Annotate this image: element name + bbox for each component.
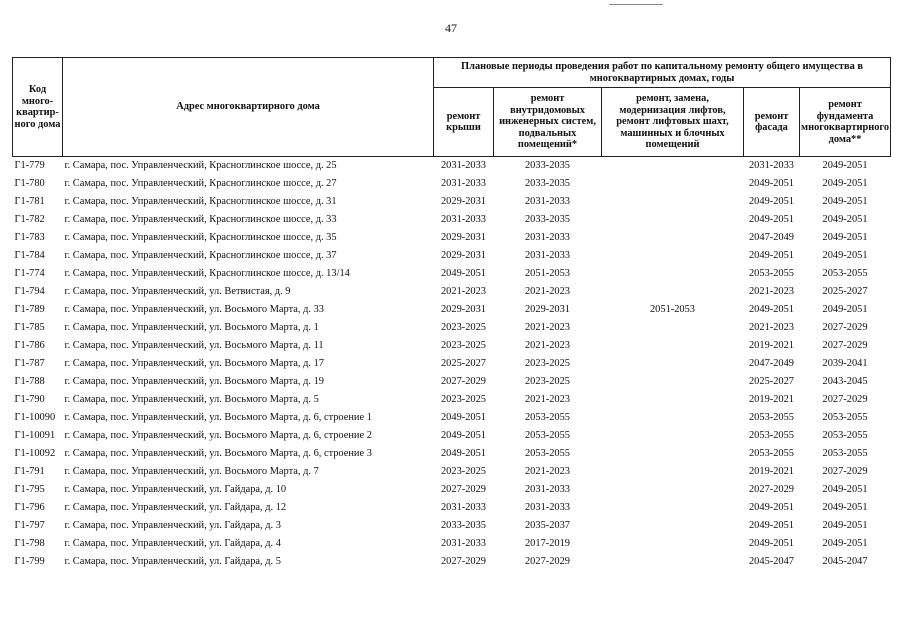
address-cell: г. Самара, пос. Управленческий, ул. Восьмого Марта, д. 17	[64, 358, 324, 369]
facade-period-cell: 2031-2033	[748, 160, 795, 171]
foundation-period-cell: 2049-2051	[822, 214, 868, 225]
elevator-period-cell	[602, 157, 744, 176]
address-cell: г. Самара, пос. Управленческий, ул. Восьмого Марта, д. 6, строение 2	[64, 430, 372, 441]
facade-period-cell: 2053-2055	[748, 448, 795, 459]
table-body	[13, 157, 891, 572]
house-code-cell: Г1-795	[14, 484, 45, 495]
engineering-period-cell: 2033-2035	[524, 160, 571, 171]
header-foundation: ремонт фундамента многоквартирного дома**	[800, 88, 891, 157]
elevator-period-cell	[602, 553, 744, 571]
roof-period-cell: 2023-2025	[440, 340, 487, 351]
roof-period-cell: 2049-2051	[440, 268, 487, 279]
roof-period-cell: 2031-2033	[440, 214, 487, 225]
foundation-period-cell: 2027-2029	[822, 340, 868, 351]
foundation-period-cell: 2045-2047	[822, 556, 868, 567]
engineering-period-cell: 2031-2033	[524, 196, 571, 207]
elevator-period-cell: 2051-2053	[649, 304, 696, 315]
address-cell: г. Самара, пос. Управленческий, ул. Гайдара, д. 3	[64, 520, 281, 531]
header-facade: ремонт фасада	[744, 88, 800, 157]
foundation-period-cell: 2049-2051	[822, 538, 868, 549]
elevator-period-cell	[602, 193, 744, 211]
header-engineering: ремонт внутридомовых инженерных систем, подвальных помещений*	[494, 88, 602, 157]
address-cell: г. Самара, пос. Управленческий, ул. Восьмого Марта, д. 5	[64, 394, 319, 405]
facade-period-cell: 2021-2023	[748, 322, 795, 333]
roof-period-cell: 2027-2029	[440, 484, 487, 495]
engineering-period-cell: 2021-2023	[524, 340, 571, 351]
facade-period-cell: 2053-2055	[748, 268, 795, 279]
house-code-cell: Г1-10091	[14, 430, 56, 441]
engineering-period-cell: 2023-2025	[524, 358, 571, 369]
engineering-period-cell: 2053-2055	[524, 448, 571, 459]
house-code-cell: Г1-796	[14, 502, 45, 513]
foundation-period-cell: 2039-2041	[822, 358, 868, 369]
foundation-period-cell: 2027-2029	[822, 466, 868, 477]
facade-period-cell: 2049-2051	[748, 178, 795, 189]
elevator-period-cell	[602, 355, 744, 373]
facade-period-cell: 2053-2055	[748, 412, 795, 423]
house-code-cell: Г1-788	[14, 376, 45, 387]
house-code-cell: Г1-10090	[14, 412, 56, 423]
elevator-period-cell	[602, 409, 744, 427]
elevator-period-cell	[602, 229, 744, 247]
table-row	[13, 481, 891, 499]
house-code-cell: Г1-797	[14, 520, 45, 531]
table-row	[13, 355, 891, 373]
house-code-cell: Г1-780	[14, 178, 45, 189]
engineering-period-cell: 2021-2023	[524, 286, 571, 297]
address-cell: г. Самара, пос. Управленческий, ул. Восьмого Марта, д. 1	[64, 322, 319, 333]
facade-period-cell: 2019-2021	[748, 340, 795, 351]
engineering-period-cell: 2027-2029	[524, 556, 571, 567]
foundation-period-cell: 2049-2051	[822, 304, 868, 315]
table-row	[13, 409, 891, 427]
engineering-period-cell: 2053-2055	[524, 430, 571, 441]
house-code-cell: Г1-783	[14, 232, 45, 243]
foundation-period-cell: 2043-2045	[822, 376, 868, 387]
facade-period-cell: 2049-2051	[748, 250, 795, 261]
foundation-period-cell: 2049-2051	[822, 502, 868, 513]
facade-period-cell: 2025-2027	[748, 376, 795, 387]
table-row	[13, 373, 891, 391]
roof-period-cell: 2029-2031	[440, 196, 487, 207]
elevator-period-cell	[602, 517, 744, 535]
house-code-cell: Г1-10092	[14, 448, 56, 459]
roof-period-cell: 2023-2025	[440, 466, 487, 477]
engineering-period-cell: 2021-2023	[524, 394, 571, 405]
facade-period-cell: 2021-2023	[748, 286, 795, 297]
address-cell: г. Самара, пос. Управленческий, ул. Восьмого Марта, д. 11	[64, 340, 324, 351]
elevator-period-cell	[602, 391, 744, 409]
engineering-period-cell: 2029-2031	[524, 304, 571, 315]
elevator-period-cell	[602, 373, 744, 391]
table-row	[13, 175, 891, 193]
roof-period-cell: 2025-2027	[440, 358, 487, 369]
engineering-period-cell: 2031-2033	[524, 502, 571, 513]
elevator-period-cell	[602, 445, 744, 463]
foundation-period-cell: 2053-2055	[822, 430, 868, 441]
elevator-period-cell	[602, 247, 744, 265]
house-code-cell: Г1-790	[14, 394, 45, 405]
address-cell: г. Самара, пос. Управленческий, ул. Гайдара, д. 5	[64, 556, 281, 567]
address-cell: г. Самара, пос. Управленческий, Красноглинское шоссе, д. 25	[64, 160, 337, 171]
table-row	[13, 193, 891, 211]
facade-period-cell: 2049-2051	[748, 502, 795, 513]
foundation-period-cell: 2049-2051	[822, 250, 868, 261]
house-code-cell: Г1-787	[14, 358, 45, 369]
table-row	[13, 319, 891, 337]
table-row	[13, 445, 891, 463]
roof-period-cell: 2031-2033	[440, 160, 487, 171]
table-row	[13, 337, 891, 355]
address-cell: г. Самара, пос. Управленческий, ул. Гайдара, д. 12	[64, 502, 287, 513]
roof-period-cell: 2021-2023	[440, 286, 487, 297]
elevator-period-cell	[602, 463, 744, 481]
engineering-period-cell: 2023-2025	[524, 376, 571, 387]
roof-period-cell: 2023-2025	[440, 394, 487, 405]
elevator-period-cell	[602, 481, 744, 499]
foundation-period-cell: 2053-2055	[822, 412, 868, 423]
capital-repair-schedule-table	[12, 57, 891, 571]
address-cell: г. Самара, пос. Управленческий, ул. Гайдара, д. 10	[64, 484, 287, 495]
foundation-period-cell: 2053-2055	[822, 268, 868, 279]
roof-period-cell: 2031-2033	[440, 502, 487, 513]
roof-period-cell: 2027-2029	[440, 376, 487, 387]
roof-period-cell: 2029-2031	[440, 250, 487, 261]
engineering-period-cell: 2021-2023	[524, 466, 571, 477]
foundation-period-cell: 2027-2029	[822, 394, 868, 405]
engineering-period-cell: 2031-2033	[524, 484, 571, 495]
address-cell: г. Самара, пос. Управленческий, ул. Восьмого Марта, д. 7	[64, 466, 319, 477]
facade-period-cell: 2019-2021	[748, 466, 795, 477]
house-code-cell: Г1-794	[14, 286, 45, 297]
elevator-period-cell	[602, 535, 744, 553]
table-row	[13, 535, 891, 553]
facade-period-cell: 2049-2051	[748, 520, 795, 531]
facade-period-cell: 2045-2047	[748, 556, 795, 567]
facade-period-cell: 2049-2051	[748, 538, 795, 549]
facade-period-cell: 2019-2021	[748, 394, 795, 405]
address-cell: г. Самара, пос. Управленческий, ул. Гайдара, д. 4	[64, 538, 281, 549]
roof-period-cell: 2049-2051	[440, 448, 487, 459]
table-row	[13, 265, 891, 283]
header-elevators: ремонт, замена, модернизация лифтов, ремонт лифтовых шахт, машинных и блочных помещений	[602, 88, 744, 157]
address-cell: г. Самара, пос. Управленческий, Красноглинское шоссе, д. 13/14	[64, 268, 350, 279]
roof-period-cell: 2031-2033	[440, 538, 487, 549]
foundation-period-cell: 2049-2051	[822, 160, 868, 171]
header-planned-periods: Плановые периоды проведения работ по капитальному ремонту общего имущества в многоквартирных домах, годы	[434, 58, 891, 88]
roof-period-cell: 2049-2051	[440, 430, 487, 441]
address-cell: г. Самара, пос. Управленческий, Красноглинское шоссе, д. 27	[64, 178, 337, 189]
elevator-period-cell	[602, 337, 744, 355]
house-code-cell: Г1-799	[14, 556, 45, 567]
house-code-cell: Г1-798	[14, 538, 45, 549]
address-cell: г. Самара, пос. Управленческий, Красноглинское шоссе, д. 31	[64, 196, 337, 207]
address-cell: г. Самара, пос. Управленческий, Красноглинское шоссе, д. 33	[64, 214, 337, 225]
address-cell: г. Самара, пос. Управленческий, ул. Восьмого Марта, д. 6, строение 1	[64, 412, 372, 423]
engineering-period-cell: 2033-2035	[524, 214, 571, 225]
house-code-cell: Г1-791	[14, 466, 45, 477]
table-row	[13, 211, 891, 229]
engineering-period-cell: 2021-2023	[524, 322, 571, 333]
engineering-period-cell: 2051-2053	[524, 268, 571, 279]
house-code-cell: Г1-786	[14, 340, 45, 351]
roof-period-cell: 2023-2025	[440, 322, 487, 333]
foundation-period-cell: 2049-2051	[822, 520, 868, 531]
engineering-period-cell: 2035-2037	[524, 520, 571, 531]
roof-period-cell: 2033-2035	[440, 520, 487, 531]
engineering-period-cell: 2053-2055	[524, 412, 571, 423]
house-code-cell: Г1-785	[14, 322, 45, 333]
engineering-period-cell: 2031-2033	[524, 232, 571, 243]
elevator-period-cell	[602, 175, 744, 193]
engineering-period-cell: 2031-2033	[524, 250, 571, 261]
table-row	[13, 283, 891, 301]
foundation-period-cell: 2049-2051	[822, 196, 868, 207]
house-code-cell: Г1-789	[14, 304, 45, 315]
table-row	[13, 229, 891, 247]
roof-period-cell: 2027-2029	[440, 556, 487, 567]
elevator-period-cell	[602, 211, 744, 229]
elevator-period-cell	[602, 265, 744, 283]
facade-period-cell: 2047-2049	[748, 232, 795, 243]
facade-period-cell: 2049-2051	[748, 214, 795, 225]
table-row	[13, 247, 891, 265]
house-code-cell: Г1-782	[14, 214, 45, 225]
header-roof: ремонт крыши	[434, 88, 494, 157]
address-cell: г. Самара, пос. Управленческий, Красноглинское шоссе, д. 37	[64, 250, 337, 261]
table-row	[13, 427, 891, 445]
facade-period-cell: 2049-2051	[748, 196, 795, 207]
roof-period-cell: 2029-2031	[440, 232, 487, 243]
table-row	[13, 463, 891, 481]
house-code-cell: Г1-779	[14, 160, 45, 171]
address-cell: г. Самара, пос. Управленческий, ул. Ветвистая, д. 9	[64, 286, 291, 297]
header-address: Адрес многоквартирного дома	[63, 58, 434, 157]
house-code-cell: Г1-774	[14, 268, 45, 279]
roof-period-cell: 2031-2033	[440, 178, 487, 189]
foundation-period-cell: 2053-2055	[822, 448, 868, 459]
facade-period-cell: 2053-2055	[748, 430, 795, 441]
table-row	[13, 301, 891, 319]
roof-period-cell: 2049-2051	[440, 412, 487, 423]
table-row	[13, 157, 891, 176]
elevator-period-cell	[602, 283, 744, 301]
foundation-period-cell: 2027-2029	[822, 322, 868, 333]
facade-period-cell: 2027-2029	[748, 484, 795, 495]
address-cell: г. Самара, пос. Управленческий, ул. Восьмого Марта, д. 6, строение 3	[64, 448, 372, 459]
address-cell: г. Самара, пос. Управленческий, Красноглинское шоссе, д. 35	[64, 232, 337, 243]
table-row	[13, 391, 891, 409]
table-row	[13, 499, 891, 517]
facade-period-cell: 2049-2051	[748, 304, 795, 315]
facade-period-cell: 2047-2049	[748, 358, 795, 369]
engineering-period-cell: 2017-2019	[524, 538, 571, 549]
engineering-period-cell: 2033-2035	[524, 178, 571, 189]
elevator-period-cell	[602, 319, 744, 337]
house-code-cell: Г1-781	[14, 196, 45, 207]
page-number: 47	[445, 21, 457, 35]
foundation-period-cell: 2049-2051	[822, 484, 868, 495]
house-code-cell: Г1-784	[14, 250, 45, 261]
table-row	[13, 553, 891, 571]
roof-period-cell: 2029-2031	[440, 304, 487, 315]
header-house-code: Код много-квартир-ного дома	[13, 58, 63, 157]
scan-mark	[609, 4, 663, 5]
foundation-period-cell: 2025-2027	[822, 286, 868, 297]
table-row	[13, 517, 891, 535]
elevator-period-cell	[602, 427, 744, 445]
address-cell: г. Самара, пос. Управленческий, ул. Восьмого Марта, д. 33	[64, 304, 324, 315]
elevator-period-cell	[602, 499, 744, 517]
foundation-period-cell: 2049-2051	[822, 232, 868, 243]
foundation-period-cell: 2049-2051	[822, 178, 868, 189]
address-cell: г. Самара, пос. Управленческий, ул. Восьмого Марта, д. 19	[64, 376, 324, 387]
